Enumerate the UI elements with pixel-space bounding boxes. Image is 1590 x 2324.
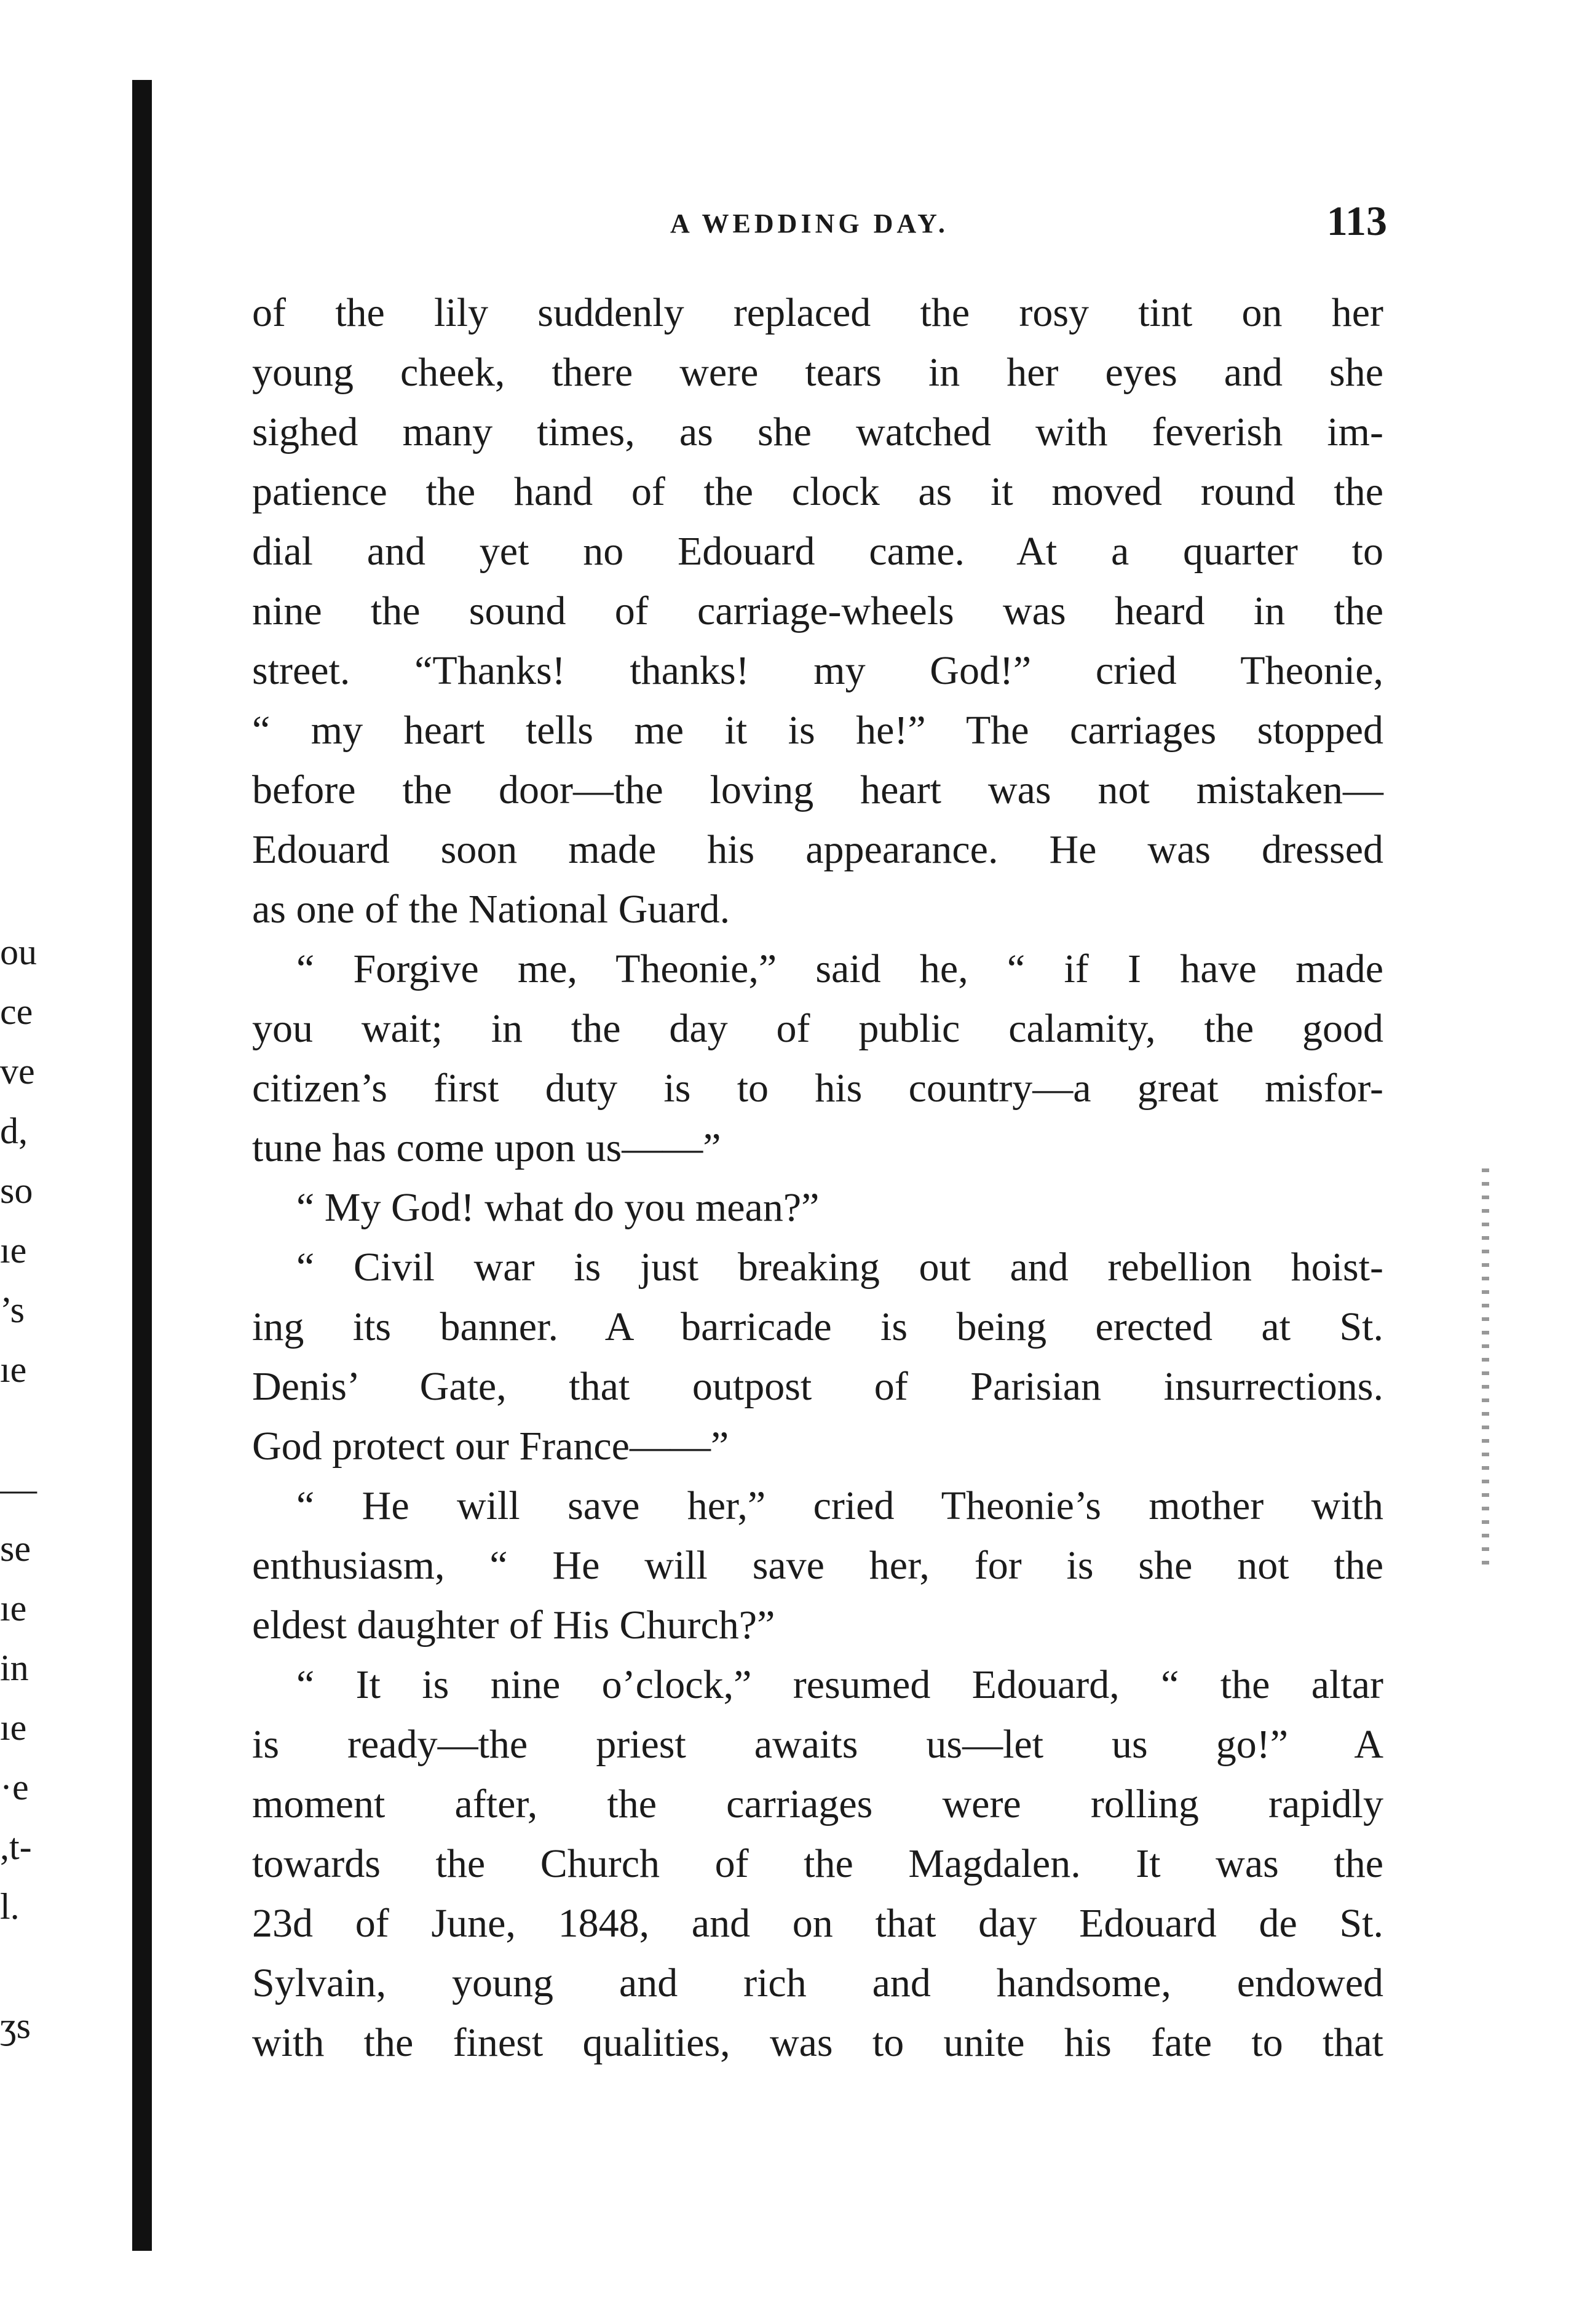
previous-page-fragments (0, 922, 98, 2056)
fragment-line: ıe (0, 1707, 27, 1748)
fragment-line: ’s (0, 1290, 25, 1330)
text-line: Sylvain, young and rich and handsome, endowed (252, 1961, 1383, 2005)
fragment-line (0, 1937, 98, 1996)
text-line: is ready—the priest awaits us—let us go!” A (252, 1722, 1383, 1767)
text-line: “ My God! what do you mean?” (296, 1185, 820, 1230)
fragment-line: ıe (0, 1588, 27, 1628)
fragment-line: ʒs (0, 2005, 31, 2046)
text-line: enthusiasm, “ He will save her, for is she not the (252, 1543, 1383, 1588)
text-line: “ Forgive me, Theonie,” said he, “ if I have made (296, 946, 1383, 991)
fragment-line: l. (0, 1886, 20, 1927)
text-line: dial and yet no Edouard came. At a quarter to (252, 529, 1383, 574)
text-line: of the lily suddenly replaced the rosy tint on her (252, 290, 1383, 335)
body-text (252, 283, 1383, 2072)
text-line: ing its banner. A barricade is being erected at St. (252, 1304, 1383, 1349)
edge-speckles (1482, 1168, 1489, 1568)
text-line: “ It is nine o’clock,” resumed Edouard, “ the altar (296, 1662, 1383, 1707)
text-line: you wait; in the day of public calamity, the good (252, 1006, 1383, 1051)
text-line: 23d of June, 1848, and on that day Edouard de St. (252, 1901, 1383, 1946)
text-line: young cheek, there were tears in her eyes and she (252, 350, 1383, 395)
text-line: as one of the National Guard. (252, 887, 730, 932)
fragment-line: ıe (0, 1349, 27, 1390)
fragment-line: ce (0, 991, 33, 1032)
text-line: eldest daughter of His Church?” (252, 1603, 775, 1648)
fragment-line: ve (0, 1051, 35, 1092)
text-line: Edouard soon made his appearance. He was dressed (252, 827, 1383, 872)
fragment-line: d, (0, 1111, 28, 1151)
binding-gutter (132, 80, 152, 2251)
text-line: tune has come upon us——” (252, 1125, 721, 1170)
fragment-line: in (0, 1648, 29, 1688)
text-line: citizen’s first duty is to his country—a great misfor- (252, 1066, 1383, 1111)
fragment-line: ·e (0, 1767, 29, 1807)
fragment-line: se (0, 1528, 31, 1569)
page-header (252, 197, 1387, 246)
text-line: moment after, the carriages were rolling rapidly (252, 1782, 1383, 1826)
fragment-line: ou (0, 932, 37, 972)
running-head: A WEDDING DAY. (670, 208, 949, 239)
text-line: God protect our France——” (252, 1424, 729, 1469)
text-line: Denis’ Gate, that outpost of Parisian insurrections. (252, 1364, 1383, 1409)
fragment-line: — (0, 1469, 37, 1509)
text-line: street. “Thanks! thanks! my God!” cried Theonie, (252, 648, 1383, 693)
fragment-line: ıe (0, 1230, 27, 1271)
fragment-line: so (0, 1170, 33, 1211)
fragment-line: ,t- (0, 1826, 32, 1867)
text-line: “ my heart tells me it is he!” The carriages stopped (252, 708, 1383, 753)
text-line: sighed many times, as she watched with feverish im- (252, 410, 1383, 454)
text-line: before the door—the loving heart was not mistaken— (252, 767, 1383, 812)
text-line: with the finest qualities, was to unite his fate to that (252, 2020, 1383, 2065)
text-line: patience the hand of the clock as it moved round the (252, 469, 1383, 514)
text-line: “ Civil war is just breaking out and rebellion hoist- (296, 1245, 1383, 1290)
text-line: nine the sound of carriage-wheels was heard in the (252, 589, 1383, 633)
text-line: towards the Church of the Magdalen. It was the (252, 1841, 1383, 1886)
page-number: 113 (1326, 197, 1387, 244)
fragment-line (0, 1400, 98, 1459)
text-line: “ He will save her,” cried Theonie’s mother with (296, 1483, 1383, 1528)
